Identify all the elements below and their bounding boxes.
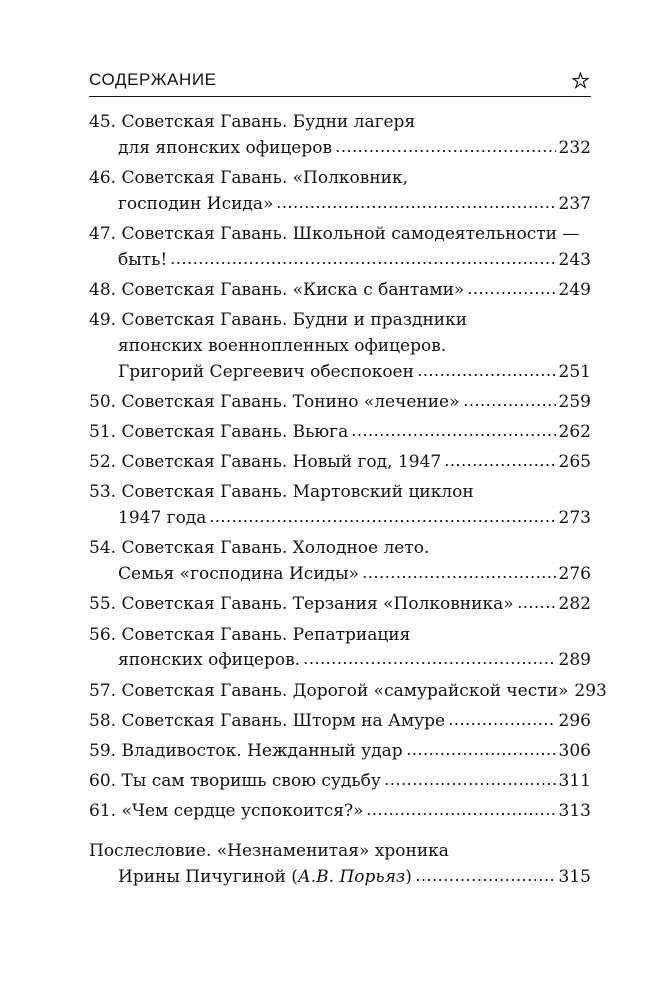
dot-leader [415, 866, 556, 883]
page-number: 273 [558, 508, 591, 529]
afterword-last-line [89, 865, 591, 891]
toc-entry-number: 53. [89, 482, 117, 503]
toc-entry [89, 166, 591, 218]
page-number: 259 [558, 391, 591, 412]
toc-entry-title-part: Советская Гавань. «Киска с бантами» [121, 279, 465, 300]
toc-entry [89, 278, 591, 304]
toc-entry-title-part: Семья «господина Исиды» [118, 564, 360, 585]
toc-entry [89, 769, 591, 795]
afterword-text [118, 865, 412, 891]
toc-entry-last-line [89, 390, 591, 416]
toc-entry-number: 59. [89, 741, 117, 761]
toc-entry [89, 390, 591, 416]
toc-entry-line [89, 110, 591, 136]
toc-entry-title-part: для японских офицеров [118, 137, 333, 158]
afterword-author: А.В. Порьяз [297, 866, 406, 887]
toc-entry-last-line [89, 506, 591, 532]
dot-leader [276, 193, 555, 210]
toc-entry-title-part: Григорий Сергеевич обеспокоен [118, 361, 414, 382]
dot-leader [417, 361, 556, 378]
toc-entry [89, 679, 607, 705]
toc-entry-number: 45. [89, 112, 117, 132]
page-number: 293 [574, 680, 607, 701]
toc-entry-title-part: Владивосток. Нежданный удар [121, 741, 403, 761]
toc-entry-title-part: Советская Гавань. Дорогой «самурайской чести» [121, 680, 569, 701]
dot-leader [303, 649, 556, 666]
page-number: 251 [558, 361, 591, 382]
toc-entry-last-line [89, 739, 591, 765]
toc-entry-text [118, 136, 332, 162]
toc-entry-text [118, 248, 167, 274]
dot-leader [362, 563, 556, 580]
page-number: 276 [558, 564, 591, 585]
toc-entry-line [89, 334, 591, 360]
toc-entry [89, 709, 591, 735]
toc-entry-text [118, 506, 206, 532]
dot-leader [444, 451, 555, 468]
toc-entry-last-line [89, 679, 607, 705]
header-title: СОДЕРЖАНИЕ [89, 70, 217, 89]
toc-entry-title-part: Советская Гавань. Вьюга [121, 422, 349, 443]
toc-entry-number: 47. [89, 223, 117, 244]
toc-entry-number: 56. [89, 624, 117, 645]
toc-entry-text [89, 592, 514, 618]
toc-entry [89, 739, 591, 765]
dot-leader [170, 249, 555, 266]
toc-entry-title-part: Советская Гавань. Мартовский циклон [121, 482, 474, 503]
afterword-line: Послесловие. «Незнаменитая» хроника [89, 841, 449, 862]
toc-entry-number: 57. [89, 680, 117, 701]
toc-entry-last-line [89, 450, 591, 476]
dot-leader [448, 710, 555, 727]
afterword-text-close: ) [405, 866, 412, 887]
toc-entry-title-part: Советская Гавань. Будни и праздники [121, 310, 468, 331]
toc-entry-last-line [89, 709, 591, 735]
dot-leader [366, 800, 555, 817]
afterword-text-part: Ирины Пичугиной ( [118, 866, 298, 887]
toc-entry-last-line [89, 136, 591, 162]
dot-leader [463, 391, 556, 408]
toc-entry-text [89, 420, 348, 446]
toc-entry [89, 308, 591, 385]
toc-entry-text [89, 739, 403, 765]
toc-entry-text [118, 192, 273, 218]
toc-entry-text [89, 278, 464, 304]
dot-leader [517, 593, 556, 610]
toc-entry-title-part: японских военнопленных офицеров. [118, 335, 447, 356]
toc-entry-number: 58. [89, 710, 117, 731]
dot-leader [209, 507, 555, 524]
toc-entry-line [89, 166, 591, 192]
toc-entry-last-line [89, 648, 591, 674]
toc-entry [89, 222, 591, 274]
page-number: 237 [558, 193, 591, 214]
toc-entry [89, 450, 591, 476]
running-header [89, 62, 591, 97]
table-of-contents [89, 110, 607, 895]
toc-entry-title-part: Советская Гавань. «Полковник, [121, 167, 409, 188]
toc-entry [89, 420, 591, 446]
toc-entry-last-line [89, 562, 591, 588]
page-number: 232 [558, 137, 591, 158]
toc-entry-last-line [89, 769, 591, 795]
toc-entry-title-part: Советская Гавань. Тонино «лечение» [121, 391, 460, 412]
page-number: 306 [558, 741, 591, 761]
toc-entry-text [118, 648, 300, 674]
toc-entry-title-part: быть! [118, 249, 168, 270]
page-number: 265 [558, 452, 591, 473]
toc-entry-number: 49. [89, 310, 117, 331]
toc-entry-line [89, 222, 591, 248]
toc-entry-title-part: Советская Гавань. Школьной самодеятельности — [121, 223, 580, 244]
toc-entry-title-part: Советская Гавань. Будни лагеря [121, 112, 416, 132]
toc-entry-last-line [89, 278, 591, 304]
toc-entry-title-part: 1947 года [118, 508, 207, 529]
toc-entry-title-part: Советская Гавань. Шторм на Амуре [121, 710, 446, 731]
toc-entry-title-part: господин Исида» [118, 193, 274, 214]
dot-leader [335, 137, 556, 154]
toc-entry-last-line [89, 192, 591, 218]
page-number: 296 [558, 710, 591, 731]
toc-entry-last-line [89, 360, 591, 386]
toc-entry-number: 51. [89, 422, 117, 443]
toc-entry-text [89, 709, 445, 735]
toc-entry-number: 61. [89, 801, 117, 822]
toc-entry-title-part: Советская Гавань. Терзания «Полковника» [121, 594, 514, 615]
toc-entry-title-part: Советская Гавань. Новый год, 1947 [121, 452, 442, 473]
toc-entry-line [89, 480, 591, 506]
toc-entry [89, 536, 591, 588]
dot-leader [384, 770, 556, 787]
afterword-entry [89, 839, 591, 891]
toc-entry-number: 52. [89, 452, 117, 473]
dot-leader [467, 279, 555, 296]
toc-entry-title-part: «Чем сердце успокоится?» [121, 801, 364, 822]
star-icon [572, 72, 589, 89]
toc-entry-last-line [89, 592, 591, 618]
toc-entry-number: 54. [89, 538, 117, 559]
toc-entry-title-part: Ты сам творишь свою судьбу [121, 771, 381, 792]
page-number: 315 [558, 866, 591, 887]
toc-entry-line [89, 623, 591, 649]
toc-entry-text [118, 360, 414, 386]
toc-entry-title-part: Советская Гавань. Репатриация [121, 624, 411, 645]
toc-entry-last-line [89, 248, 591, 274]
toc-entry-text [89, 769, 381, 795]
toc-entry-line [89, 536, 591, 562]
toc-entry-title-part: японских офицеров. [118, 650, 301, 671]
page-number: 282 [558, 594, 591, 615]
page-number: 249 [558, 279, 591, 300]
page-number: 311 [558, 771, 591, 792]
page-number: 243 [558, 249, 591, 270]
toc-entry-title-part: Советская Гавань. Холодное лето. [121, 538, 430, 559]
dot-leader [351, 421, 555, 438]
toc-entry-text [89, 679, 568, 705]
toc-entry-line [89, 308, 591, 334]
toc-entry-text [89, 390, 460, 416]
toc-entry-text [118, 562, 359, 588]
toc-entry-text [89, 799, 363, 825]
page-number: 313 [558, 801, 591, 822]
toc-entry-last-line [89, 420, 591, 446]
toc-entry [89, 480, 591, 532]
toc-entry-number: 46. [89, 167, 117, 188]
page-number: 262 [558, 422, 591, 443]
toc-entry-text [89, 450, 441, 476]
toc-entry-last-line [89, 799, 591, 825]
toc-entry [89, 110, 591, 162]
toc-entry [89, 799, 591, 825]
page-number: 289 [558, 650, 591, 671]
toc-entry-number: 60. [89, 771, 117, 792]
toc-entry-number: 50. [89, 391, 117, 412]
toc-entry [89, 623, 591, 675]
dot-leader [406, 740, 556, 757]
toc-entry [89, 592, 591, 618]
toc-entry-number: 55. [89, 594, 117, 615]
toc-entry-number: 48. [89, 279, 117, 300]
